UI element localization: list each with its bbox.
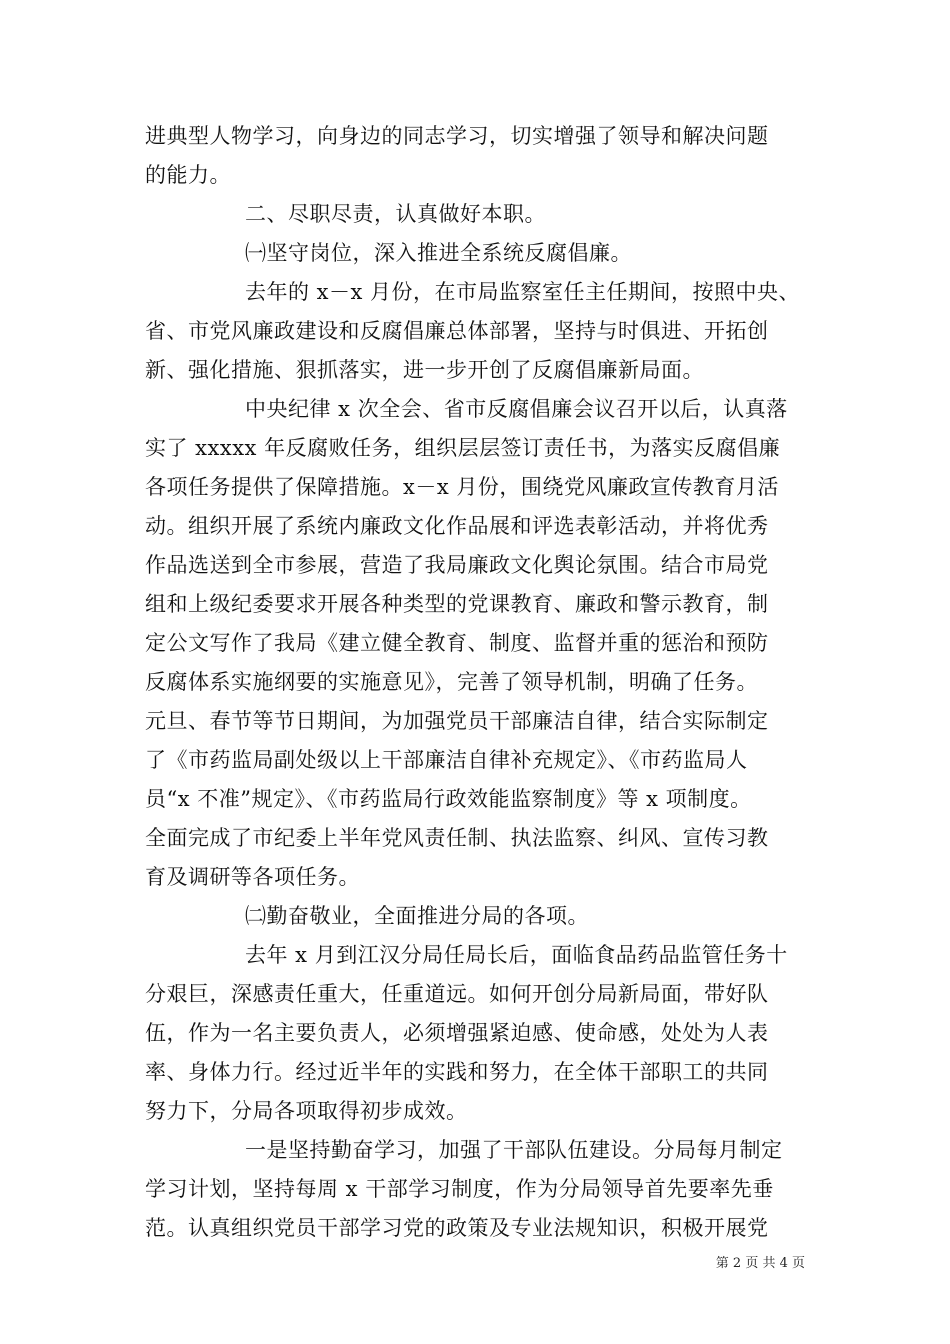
subsection-heading: ㈡勤奋敬业，全面推进分局的各项。 — [245, 904, 589, 928]
text-line: 伍，作为一名主要负责人，必须增强紧迫感、使命感，处处为人表 — [145, 1021, 769, 1045]
text-line: 省、市党风廉政建设和反腐倡廉总体部署，坚持与时俱进、开拓创 — [145, 319, 769, 343]
text-line: 实了 xxxxx 年反腐败任务，组织层层签订责任书，为落实反腐倡廉 — [145, 436, 781, 460]
text-line: 率、身体力行。经过近半年的实践和努力，在全体干部职工的共同 — [145, 1060, 769, 1084]
text-line: 的能力。 — [145, 163, 231, 187]
text-line: 一是坚持勤奋学习，加强了干部队伍建设。分局每月制定 — [245, 1138, 783, 1162]
text-line: 中央纪律 x 次全会、省市反腐倡廉会议召开以后，认真落 — [245, 397, 788, 421]
text-line: 反腐体系实施纲要的实施意见》，完善了领导机制，明确了任务。 — [145, 670, 758, 694]
text-line: 去年 x 月到江汉分局任局长后，面临食品药品监管任务十 — [245, 943, 788, 967]
text-line: 作品选送到全市参展，营造了我局廉政文化舆论氛围。结合市局党 — [145, 553, 769, 577]
text-line: 员“x 不准”规定》、《市药监局行政效能监察制度》等 x 项制度。 — [145, 787, 752, 811]
text-line: 努力下，分局各项取得初步成效。 — [145, 1099, 468, 1123]
text-line: 各项任务提供了保障措施。x－x 月份，围绕党风廉政宣传教育月活 — [145, 475, 779, 499]
text-line: 全面完成了市纪委上半年党风责任制、执法监察、纠风、宣传习教 — [145, 826, 769, 850]
text-line: 学习计划，坚持每周 x 干部学习制度，作为分局领导首先要率先垂 — [145, 1177, 774, 1201]
text-line: 定公文写作了我局《建立健全教育、制度、监督并重的惩治和预防 — [145, 631, 769, 655]
text-line: 元旦、春节等节日期间，为加强党员干部廉洁自律，结合实际制定 — [145, 709, 769, 733]
text-line: 育及调研等各项任务。 — [145, 865, 360, 889]
page-number-footer: 第 2 页 共 4 页 — [715, 1256, 805, 1271]
text-line: 动。组织开展了系统内廉政文化作品展和评选表彰活动，并将优秀 — [145, 514, 769, 538]
text-line: 新、强化措施、狠抓落实，进一步开创了反腐倡廉新局面。 — [145, 358, 704, 382]
subsection-heading: ㈠坚守岗位，深入推进全系统反腐倡廉。 — [245, 241, 632, 265]
text-line: 去年的 x－x 月份，在市局监察室任主任期间，按照中央、 — [245, 280, 801, 304]
text-line: 了《市药监局副处级以上干部廉洁自律补充规定》、《市药监局人 — [145, 748, 748, 772]
text-line: 分艰巨，深感责任重大，任重道远。如何开创分局新局面，带好队 — [145, 982, 769, 1006]
text-line: 范。认真组织党员干部学习党的政策及专业法规知识，积极开展党 — [145, 1216, 769, 1240]
section-heading: 二、尽职尽责，认真做好本职。 — [245, 202, 546, 226]
text-line: 进典型人物学习，向身边的同志学习，切实增强了领导和解决问题 — [145, 124, 769, 148]
text-line: 组和上级纪委要求开展各种类型的党课教育、廉政和警示教育，制 — [145, 592, 769, 616]
